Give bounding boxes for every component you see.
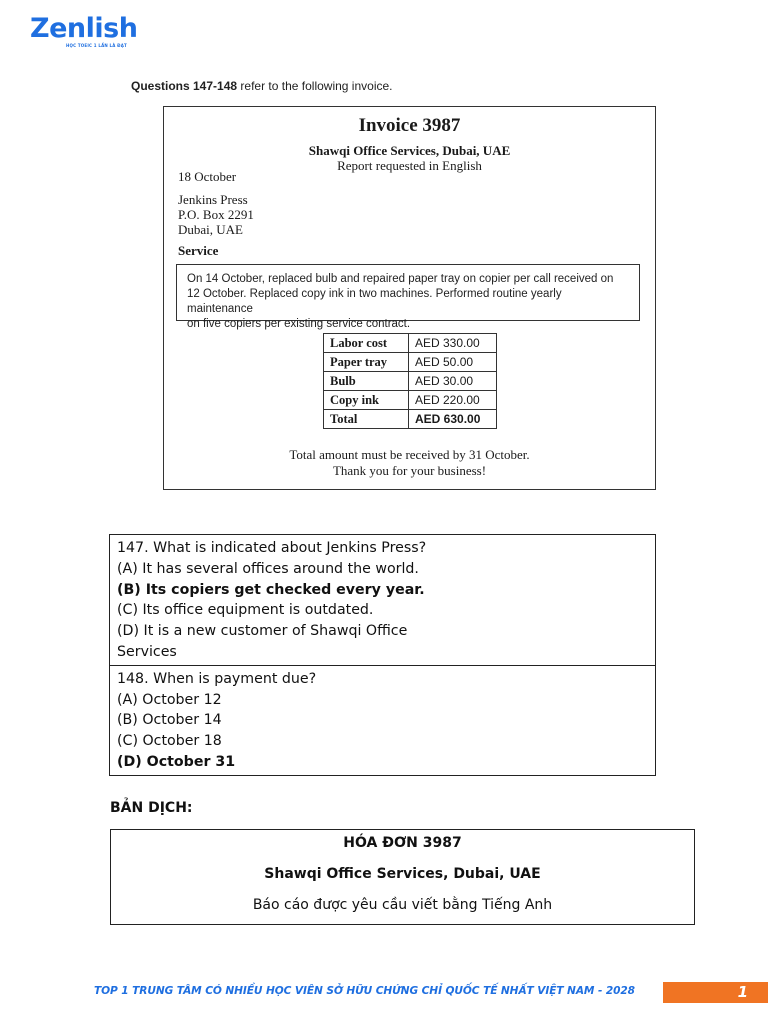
questions-range: Questions 147-148 [131,79,238,93]
question-cell [110,535,656,666]
translation-company: Shawqi Office Services, Dubai, UAE [264,866,541,882]
zenlish-logo [30,14,137,48]
address-line: Jenkins Press [178,192,248,207]
invoice-title: Invoice 3987 [358,115,461,136]
answer-option: (D) It is a new customer of Shawqi Office [117,623,408,640]
question-text: 148. When is payment due? [117,670,317,687]
question-text: 147. What is indicated about Jenkins Press? [117,540,427,556]
answer-option: (A) It has several offices around the world. [117,560,419,577]
answer-option-correct: (B) Its copiers get checked every year. [117,581,425,598]
invoice-report-note: Report requested in English [337,158,482,173]
service-description [176,264,640,330]
answer-option: (B) October 14 [117,712,222,729]
cost-amount: AED 50.00 [409,353,497,372]
cost-total-row [324,410,497,429]
answer-option: (C) October 18 [117,733,222,750]
questions-intro [131,79,393,93]
question-cell [110,665,656,775]
invoice-image [163,106,656,490]
invoice-address [178,192,254,237]
cost-total-label: Total [324,410,409,429]
questions-table [109,534,656,776]
invoice-footer-line: Thank you for your business! [332,463,487,478]
logo-wordmark: Zenlish [30,13,138,44]
service-line: 12 October. Replaced copy ink in two machines. Performed routine yearly maintenance [187,288,562,315]
footer-page-bar [663,982,768,1003]
cost-amount: AED 30.00 [409,372,497,391]
invoice-date: 18 October [178,169,237,184]
invoice-footer [164,447,655,479]
translation-heading: BẢN DỊCH: [110,800,193,816]
cost-label: Bulb [324,372,409,391]
cost-total-amount: AED 630.00 [409,410,497,429]
translation-box [110,829,695,925]
cost-label: Copy ink [324,391,409,410]
service-line: On 14 October, replaced bulb and repaired paper tray on copier per call received on [187,273,614,285]
cost-amount: AED 220.00 [409,391,497,410]
answer-option: (A) October 12 [117,691,222,708]
question-row [110,535,656,666]
cost-row [324,372,497,391]
question-row [110,665,656,775]
invoice-footer-line: Total amount must be received by 31 October. [289,447,530,462]
cost-row [324,391,497,410]
address-line: P.O. Box 2291 [178,207,254,222]
answer-option-correct: (D) October 31 [117,753,236,770]
cost-amount: AED 330.00 [409,334,497,353]
translation-title: HÓA ĐƠN 3987 [343,835,462,851]
logo-tagline: HỌC TOEIC 1 LẦN LÀ ĐẠT [66,43,127,48]
questions-intro-rest: refer to the following invoice. [240,79,393,93]
cost-label: Paper tray [324,353,409,372]
page-number: 1 [737,983,748,1001]
answer-option-continued: Services [117,643,177,660]
answer-option: (C) Its office equipment is outdated. [117,602,374,619]
cost-row [324,334,497,353]
service-heading: Service [178,243,219,258]
service-line: on five copiers per existing service contract. [187,318,411,330]
cost-row [324,353,497,372]
cost-label: Labor cost [324,334,409,353]
translation-report-note: Báo cáo được yêu cầu viết bằng Tiếng Anh [252,897,553,913]
footer-slogan: TOP 1 TRUNG TÂM CÓ NHIỀU HỌC VIÊN SỞ HỮU CHỨNG CHỈ QUỐC TẾ NHẤT VIỆT NAM - 2028 [94,985,635,997]
address-line: Dubai, UAE [178,222,243,237]
cost-table [323,333,497,429]
invoice-company: Shawqi Office Services, Dubai, UAE [308,143,511,158]
